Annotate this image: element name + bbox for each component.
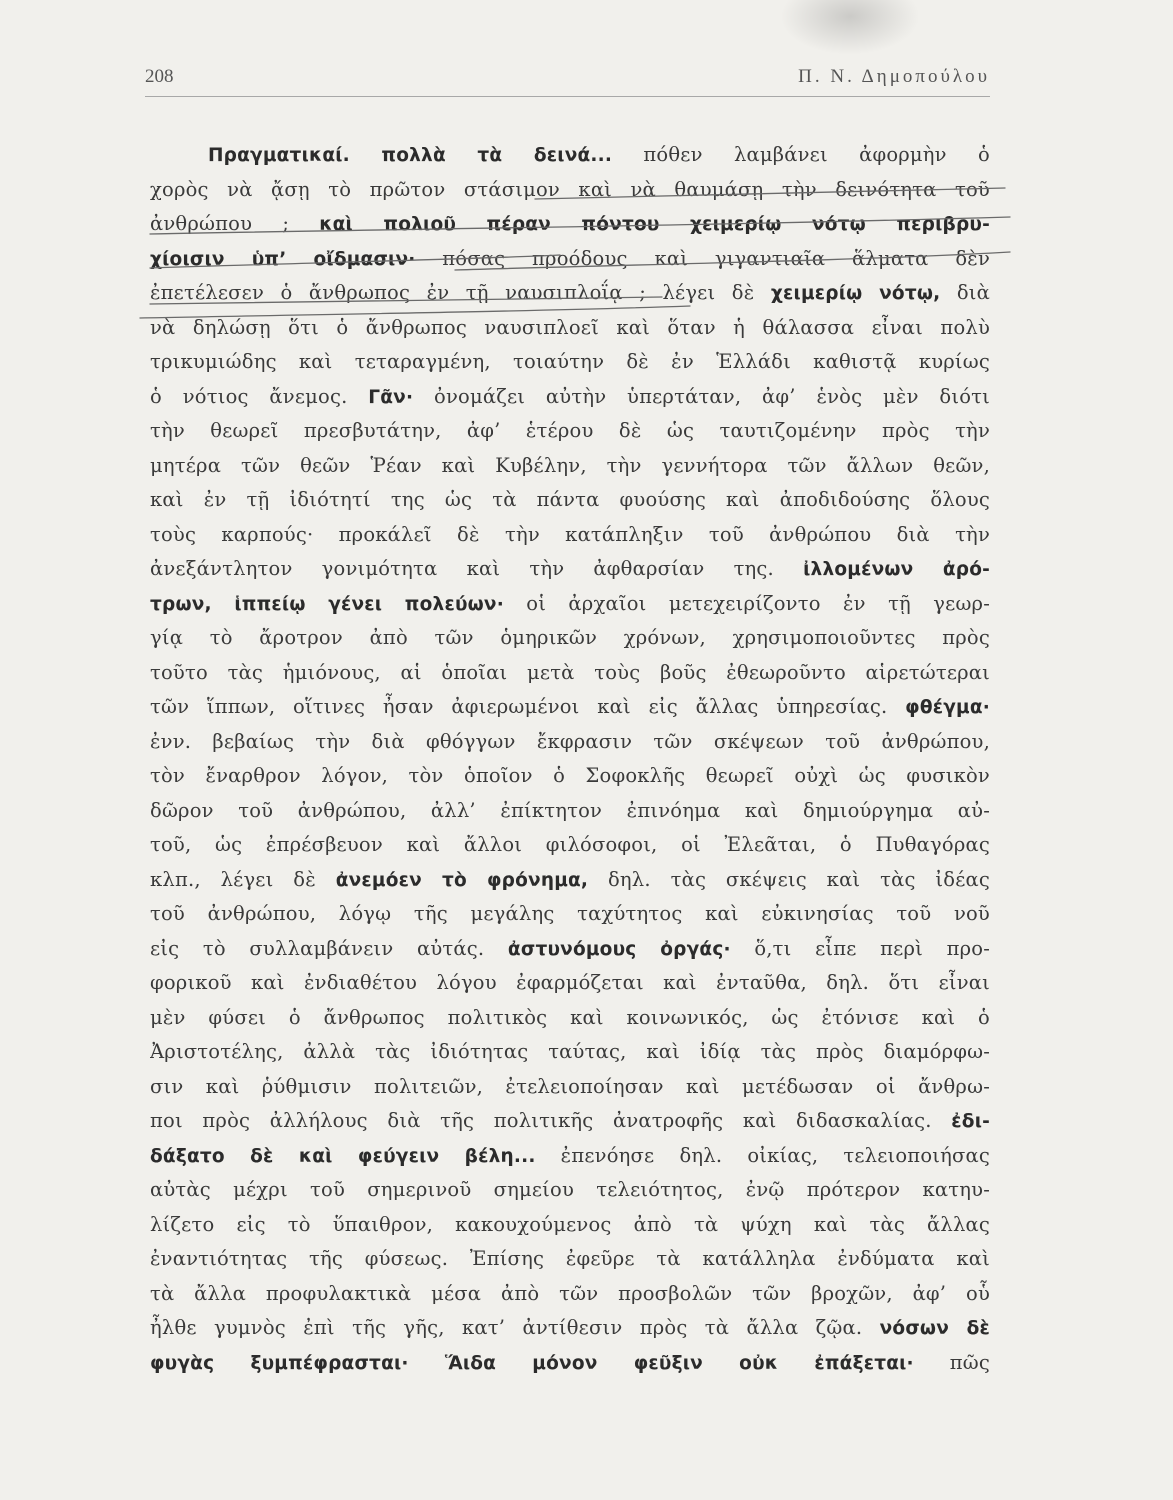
bold-lemma: δάξατο δὲ καὶ φεύγειν βέλη... [150, 1145, 536, 1167]
bold-lemma: φυγὰς ξυμπέφρασται· Ἅιδα μόνον φεῦξιν οὐκ ἐπάξεται· [150, 1352, 914, 1374]
text-line [150, 414, 990, 449]
text-segment: νὰ δηλώσῃ ὅτι ὁ ἄνθρωπος ναυσιπλοεῖ καὶ ὅταν ἡ θάλασσα εἶναι πολὺ [150, 315, 990, 339]
page-number: 208 [145, 66, 174, 87]
text-segment: πόθεν λαμβάνει ἀφορμὴν ὁ [612, 143, 990, 166]
text-segment: Ἀριστοτέλης, ἀλλὰ τὰς ἰδιότητας ταύτας, καὶ ἰδίᾳ τὰς πρὸς διαμόρφω- [150, 1040, 990, 1063]
text-segment: δῶρον τοῦ ἀνθρώπου, ἀλλ’ ἐπίκτητον ἐπινόημα καὶ δημιούργημα αὐ- [150, 798, 990, 822]
text-line [150, 138, 990, 173]
text-line [150, 518, 990, 553]
text-segment: ἐναντιότητας τῆς φύσεως. Ἐπίσης ἐφεῦρε τὰ κατάλληλα ἐνδύματα καὶ [150, 1247, 990, 1270]
text-line [150, 276, 990, 311]
bold-lemma: ἰλλομένων ἀρό- [803, 559, 990, 580]
text-line [150, 1173, 990, 1208]
text-line [150, 794, 990, 829]
text-segment: ἐνν. βεβαίως τὴν διὰ φθόγγων ἔκφρασιν τῶν σκέψεων τοῦ ἀνθρώπου, [150, 729, 990, 753]
text-segment: τοῦ ἀνθρώπου, λόγῳ τῆς μεγάλης ταχύτητος καὶ εὐκινησίας τοῦ νοῦ [150, 902, 990, 925]
text-segment: οἱ ἀρχαῖοι μετεχειρίζοντο ἐν τῇ γεωρ- [503, 591, 990, 615]
text-line [150, 863, 990, 898]
bold-lemma: ἐδι- [951, 1111, 990, 1132]
text-line [150, 207, 990, 242]
text-line [150, 1277, 990, 1312]
text-segment: ὅ,τι εἶπε περὶ προ- [730, 936, 990, 960]
text-line [150, 242, 990, 277]
text-line [150, 690, 990, 725]
text-line [150, 173, 990, 208]
text-line [150, 552, 990, 587]
bold-lemma: φθέγμα· [905, 697, 990, 718]
text-segment: αὐτὰς μέχρι τοῦ σημερινοῦ σημείου τελειότητος, ἐνῷ πρότερον κατηυ- [150, 1178, 990, 1201]
page-header [145, 62, 990, 97]
text-line [150, 1001, 990, 1036]
text-segment: τοῦτο τὰς ἡμιόνους, αἱ ὁποῖαι μετὰ τοὺς βοῦς ἐθεωροῦντο αἱρετώτεραι [150, 660, 990, 684]
text-segment: χορὸς νὰ ᾄσῃ τὸ πρῶτον στάσιμον καὶ νὰ θαυμάσῃ τὴν δεινότητα τοῦ [150, 177, 990, 201]
text-segment: πῶς [913, 1350, 990, 1374]
text-segment: τοῦ, ὡς ἐπρέσβευον καὶ ἄλλοι φιλόσοφοι, οἱ Ἐλεᾶται, ὁ Πυθαγόρας [150, 833, 990, 856]
text-line [150, 345, 990, 380]
text-line [150, 656, 990, 691]
text-line [150, 587, 990, 622]
text-segment: τὸν ἔναρθρον λόγον, τὸν ὁποῖον ὁ Σοφοκλῆς θεωρεῖ οὐχὶ ὡς φυσικὸν [150, 764, 990, 787]
text-line [150, 1346, 990, 1381]
text-segment: κλπ., λέγει δὲ [150, 867, 336, 891]
bold-lemma: τρων, ἱππείῳ γένει πολεύων· [150, 593, 504, 615]
text-segment: διὰ [940, 281, 990, 304]
text-line [150, 1035, 990, 1070]
bold-lemma: ἀστυνόμους ὀργάς· [507, 938, 731, 960]
text-line [150, 1139, 990, 1174]
text-segment: ἀνεξάντλητον γονιμότητα καὶ τὴν ἀφθαρσίαν της. [150, 557, 804, 580]
bold-lemma: καὶ πολιοῦ πέραν πόντου χειμερίῳ νότῳ περιβρυ- [319, 214, 990, 235]
text-line [150, 1070, 990, 1105]
text-segment: τρικυμιώδης καὶ τεταραγμένη, τοιαύτην δὲ ἐν Ἑλλάδι καθιστᾷ κυρίως [150, 350, 990, 373]
text-line [150, 311, 990, 346]
text-segment: τὰ ἄλλα προφυλακτικὰ μέσα ἀπὸ τῶν προσβολῶν τῶν βροχῶν, ἀφ’ οὗ [150, 1281, 990, 1305]
text-segment: δηλ. τὰς σκέψεις καὶ τὰς ἰδέας [588, 867, 990, 891]
text-line [150, 897, 990, 932]
text-segment: φορικοῦ καὶ ἐνδιαθέτου λόγου ἐφαρμόζεται καὶ ἐνταῦθα, δηλ. ὅτι εἶναι [150, 971, 990, 994]
text-line [150, 1104, 990, 1139]
text-segment: ἦλθε γυμνὸς ἐπὶ τῆς γῆς, κατ’ ἀντίθεσιν πρὸς τὰ ἄλλα ζῷα. [150, 1316, 880, 1339]
bold-lemma: χίοισιν ὑπ’ οἴδμασιν· [150, 248, 416, 270]
text-line [150, 621, 990, 656]
text-segment: ἐπενόησε δηλ. οἰκίας, τελειοποιήσας [535, 1143, 990, 1167]
text-segment: μὲν φύσει ὁ ἄνθρωπος πολιτικὸς καὶ κοινωνικός, ὡς ἐτόνισε καὶ ὁ [150, 1005, 990, 1029]
text-line [150, 759, 990, 794]
text-line [150, 1311, 990, 1346]
text-segment: μητέρα τῶν θεῶν Ῥέαν καὶ Κυβέλην, τὴν γεννήτορα τῶν ἄλλων θεῶν, [150, 453, 990, 477]
text-line [150, 932, 990, 967]
bold-lemma: Πραγματικαί. πολλὰ τὰ δεινά... [208, 145, 613, 166]
text-line [150, 483, 990, 518]
text-segment: εἰς τὸ συλλαμβάνειν αὐτάς. [150, 936, 508, 960]
text-segment: τὴν θεωρεῖ πρεσβυτάτην, ἀφ’ ἑτέρου δὲ ὡς ταυτιζομένην πρὸς τὴν [150, 419, 990, 442]
running-head: Π. Ν. Δημοπούλου [798, 66, 990, 87]
text-segment: τοὺς καρπούς· προκάλεῖ δὲ τὴν κατάπληξιν τοῦ ἀνθρώπου διὰ τὴν [150, 522, 990, 546]
text-line [150, 725, 990, 760]
text-segment: ὁ νότιος ἄνεμος. [150, 384, 369, 408]
bold-lemma: νόσων δὲ [879, 1318, 990, 1339]
text-segment: σιν καὶ ῥύθμισιν πολιτειῶν, ἐτελειοποίησαν καὶ μετέδωσαν οἱ ἄνθρω- [150, 1074, 990, 1098]
bold-lemma: Γᾶν· [368, 386, 414, 408]
bold-lemma: χειμερίῳ νότῳ, [770, 283, 941, 304]
text-line [150, 449, 990, 484]
text-line [150, 1242, 990, 1277]
text-segment: καὶ ἐν τῇ ἰδιότητί της ὡς τὰ πάντα φυούσης καὶ ἀποδιδούσης ὅλους [150, 488, 990, 511]
text-segment: πόσας προόδους καὶ γιγαντιαῖα ἅλματα δὲν [415, 246, 990, 270]
text-segment: γίᾳ τὸ ἄροτρον ἀπὸ τῶν ὁμηρικῶν χρόνων, χρησιμοποιοῦντες πρὸς [150, 626, 990, 649]
bold-lemma: ἀνεμόεν τὸ φρόνημα, [335, 869, 589, 891]
text-segment: λίζετο εἰς τὸ ὕπαιθρον, κακουχούμενος ἀπὸ τὰ ψύχη καὶ τὰς ἄλλας [150, 1212, 990, 1236]
text-segment: ἐπετέλεσεν ὁ ἄνθρωπος ἐν τῇ ναυσιπλοΐᾳ ; λέγει δὲ [150, 281, 771, 304]
text-segment: ὀνομάζει αὐτὴν ὑπερτάταν, ἀφ’ ἑνὸς μὲν διότι [413, 384, 990, 408]
ink-smudge [780, 0, 920, 55]
text-segment: ἀνθρώπου ; [150, 212, 320, 235]
text-segment: ποι πρὸς ἀλλήλους διὰ τῆς πολιτικῆς ἀνατροφῆς καὶ διδασκαλίας. [150, 1109, 952, 1132]
body-text [150, 138, 990, 1380]
text-line [150, 966, 990, 1001]
text-line [150, 380, 990, 415]
text-line [150, 828, 990, 863]
text-line [150, 1208, 990, 1243]
text-segment: τῶν ἵππων, οἵτινες ἦσαν ἀφιερωμένοι καὶ εἰς ἄλλας ὑπηρεσίας. [150, 695, 906, 718]
